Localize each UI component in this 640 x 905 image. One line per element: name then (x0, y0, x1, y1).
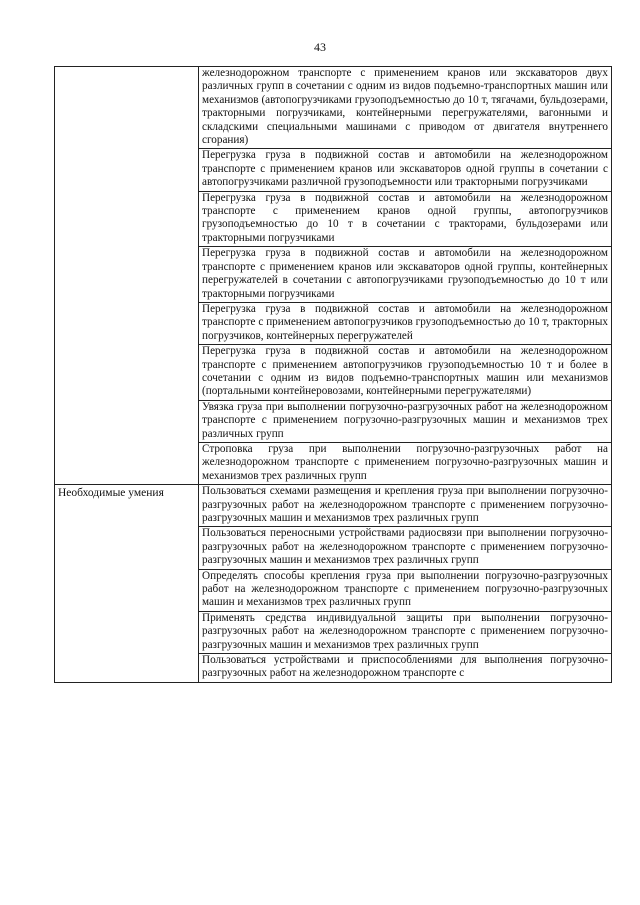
table-cell: Перегрузка груза в подвижной состав и автомобили на железнодорожном транспорте с применением кранов одной группы, автопогрузчиков грузоподъемностью до 10 т в сочетании с тракторами, бульдозерами или тракторными погрузчиками (199, 191, 612, 247)
table-cell: Увязка груза при выполнении погрузочно-разгрузочных работ на железнодорожном транспорте с применением погрузочно-разгрузочных машин и механизмов трех различных групп (199, 400, 612, 442)
table-cell: Пользоваться переносными устройствами радиосвязи при выполнении погрузочно-разгрузочных работ на железнодорожном транспорте с применением погрузочно-разгрузочных машин и механизмов трех различных групп (199, 527, 612, 569)
table-row (55, 67, 612, 149)
section-label-skills: Необходимые умения (55, 485, 199, 683)
table-cell: Перегрузка груза в подвижной состав и автомобили на железнодорожном транспорте с применением автопогрузчиков грузоподъемностью до 10 т, тракторных погрузчиков, контейнерных перегружателей (199, 302, 612, 344)
table-cell: Пользоваться устройствами и приспособлениями для выполнения погрузочно-разгрузочных работ на железнодорожном транспорте с (199, 654, 612, 683)
competency-table (54, 66, 612, 683)
table-cell: Перегрузка груза в подвижной состав и автомобили на железнодорожном транспорте с применением автопогрузчиков грузоподъемностью 10 т и более в сочетании с одним из видов подъемно-транспортных машин или механизмов (портальными контейнеровозами, контейнерными перегружателями) (199, 345, 612, 401)
table-cell-empty-label (55, 67, 199, 485)
table-cell: железнодорожном транспорте с применением кранов или экскаваторов двух различных групп в сочетании с одним из видов подъемно-транспортных машин или механизмов (автопогрузчиками грузоподъемностью до 10 т, тягачами, бульдозерами, тракторными погрузчиками, контейнерными перегружателями, вагонными и складскими специальными машинами с приводом от двигателя внутреннего сгорания) (199, 67, 612, 149)
table-cell: Пользоваться схемами размещения и крепления груза при выполнении погрузочно-разгрузочных работ на железнодорожном транспорте с применением погрузочно-разгрузочных машин и механизмов трех различных групп (199, 485, 612, 527)
table-cell: Перегрузка груза в подвижной состав и автомобили на железнодорожном транспорте с применением кранов или экскаваторов одной группы, контейнерных перегружателей в сочетании с автопогрузчиками грузоподъемностью до 10 т или тракторными погрузчиками (199, 247, 612, 303)
table-cell: Перегрузка груза в подвижной состав и автомобили на железнодорожном транспорте с применением кранов или экскаваторов одной группы в сочетании с автопогрузчиками различной грузоподъемности или тракторными погрузчиками (199, 149, 612, 191)
table-cell: Строповка груза при выполнении погрузочно-разгрузочных работ на железнодорожном транспорте с применением погрузочно-разгрузочных машин и механизмов трех различных групп (199, 442, 612, 484)
table-row (55, 485, 612, 527)
table-cell: Определять способы крепления груза при выполнении погрузочно-разгрузочных работ на железнодорожном транспорте с применением погрузочно-разгрузочных машин и механизмов трех различных групп (199, 569, 612, 611)
table-cell: Применять средства индивидуальной защиты при выполнении погрузочно-разгрузочных работ на железнодорожном транспорте с применением погрузочно-разгрузочных машин и механизмов трех различных групп (199, 611, 612, 653)
page-number: 43 (314, 40, 326, 54)
